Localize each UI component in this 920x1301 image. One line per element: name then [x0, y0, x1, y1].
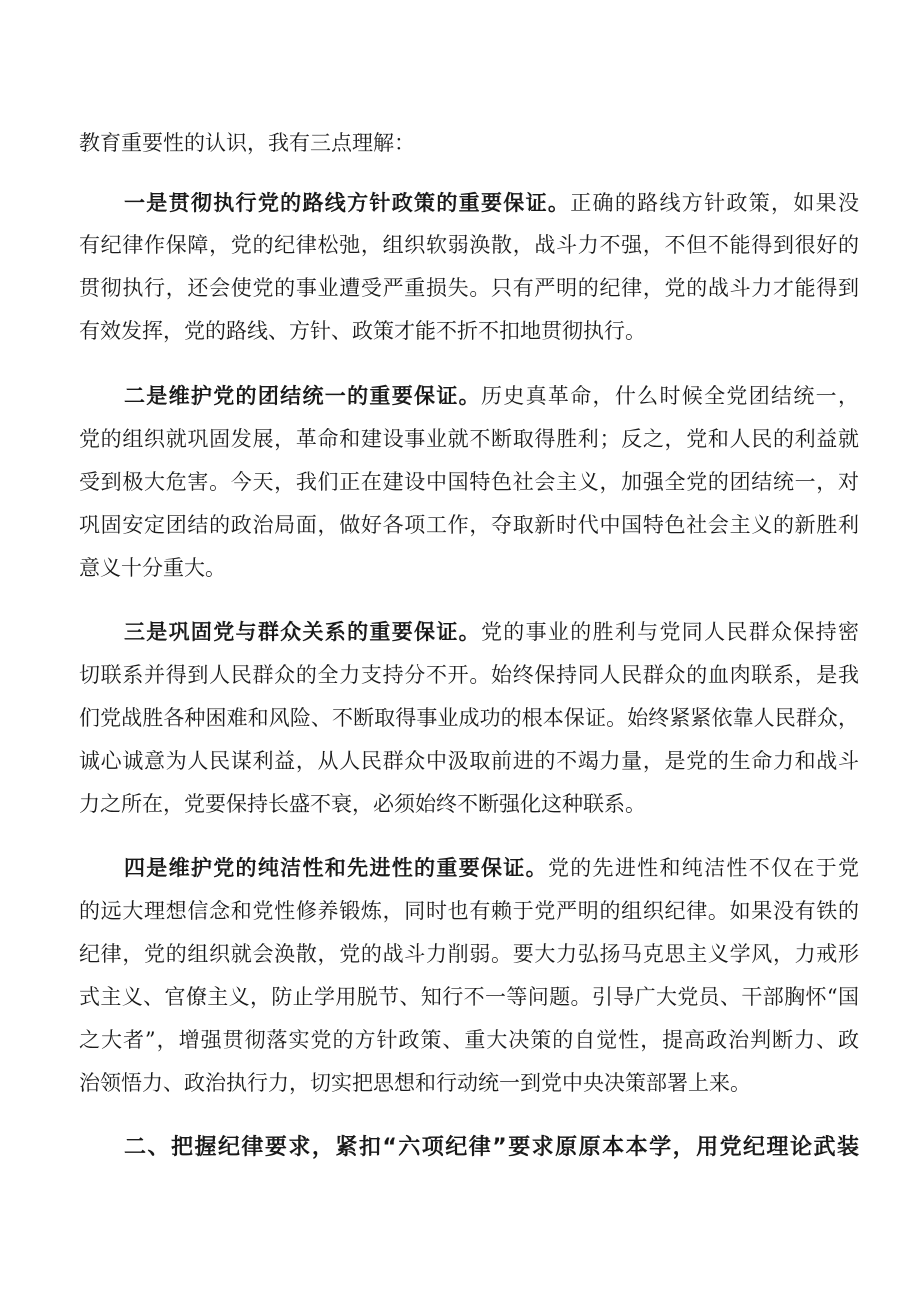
intro-text: 教育重要性的认识，我有三点理解： [79, 131, 415, 155]
para4-line4: 式主义、官僚主义，防止学用脱节、知行不一等问题。引导广大党员、干部胸怀“国 [79, 985, 859, 1009]
para2-line4: 巩固安定团结的政治局面，做好各项工作，夺取新时代中国特色社会主义的新胜利 [79, 513, 859, 537]
para2-lead: 二是维护党的团结统一的重要保证。 [124, 384, 481, 408]
para2-line1 [124, 381, 859, 411]
para1-line2: 有纪律作保障，党的纪律松弛，组织软弱涣散，战斗力不强，不但不能得到很好的 [79, 233, 859, 257]
para4-line1-rest: 党的先进性和纯洁性不仅在于党 [547, 856, 859, 880]
para4-line3: 纪律，党的组织就会涣散，党的战斗力削弱。要大力弘扬马克思主义学风，力戒形 [79, 942, 859, 966]
para4-line6: 治领悟力、政治执行力，切实把思想和行动统一到党中央决策部署上来。 [79, 1071, 751, 1095]
para1-line1 [124, 188, 859, 218]
para3-line5: 力之所在，党要保持长盛不衰，必须始终不断强化这种联系。 [79, 792, 646, 816]
para2-line3: 受到极大危害。今天，我们正在建设中国特色社会主义，加强全党的团结统一，对 [79, 470, 859, 494]
para4-line5: 之大者”，增强贯彻落实党的方针政策、重大决策的自觉性，提高政治判断力、政 [79, 1028, 859, 1052]
para1-line1-rest: 正确的路线方针政策，如果没 [570, 191, 859, 215]
intro-line [79, 128, 859, 158]
para3-line4: 诚心诚意为人民谋利益，从人民群众中汲取前进的不竭力量，是党的生命力和战斗 [79, 749, 859, 773]
para1-lead: 一是贯彻执行党的路线方针政策的重要保证。 [124, 191, 571, 215]
para1-line4: 有效发挥，党的路线、方针、政策才能不折不扣地贯彻执行。 [79, 319, 646, 343]
section2-heading: 二、把握纪律要求，紧扣“六项纪律”要求原原本本学，用党纪理论武装 [124, 1135, 859, 1160]
para1-line3: 贯彻执行，还会使党的事业遭受严重损失。只有严明的纪律，党的战斗力才能得到 [79, 276, 859, 300]
para2-line5: 意义十分重大。 [79, 556, 226, 580]
para4-lead: 四是维护党的纯洁性和先进性的重要保证。 [124, 856, 548, 880]
para2-line1-rest: 历史真革命，什么时候全党团结统一， [481, 384, 859, 408]
para4-line2: 的远大理想信念和党性修养锻炼，同时也有赖于党严明的组织纪律。如果没有铁的 [79, 899, 859, 923]
para4-line1 [124, 853, 859, 883]
para3-line3: 们党战胜各种困难和风险、不断取得事业成功的根本保证。始终紧紧依靠人民群众， [79, 706, 859, 730]
para3-line1-rest: 党的事业的胜利与党同人民群众保持密 [481, 620, 859, 644]
para3-line1 [124, 617, 859, 647]
para2-line2: 党的组织就巩固发展，革命和建设事业就不断取得胜利；反之，党和人民的利益就 [79, 427, 859, 451]
para3-lead: 三是巩固党与群众关系的重要保证。 [124, 620, 481, 644]
para3-line2: 切联系并得到人民群众的全力支持分不开。始终保持同人民群众的血肉联系，是我 [79, 663, 859, 687]
